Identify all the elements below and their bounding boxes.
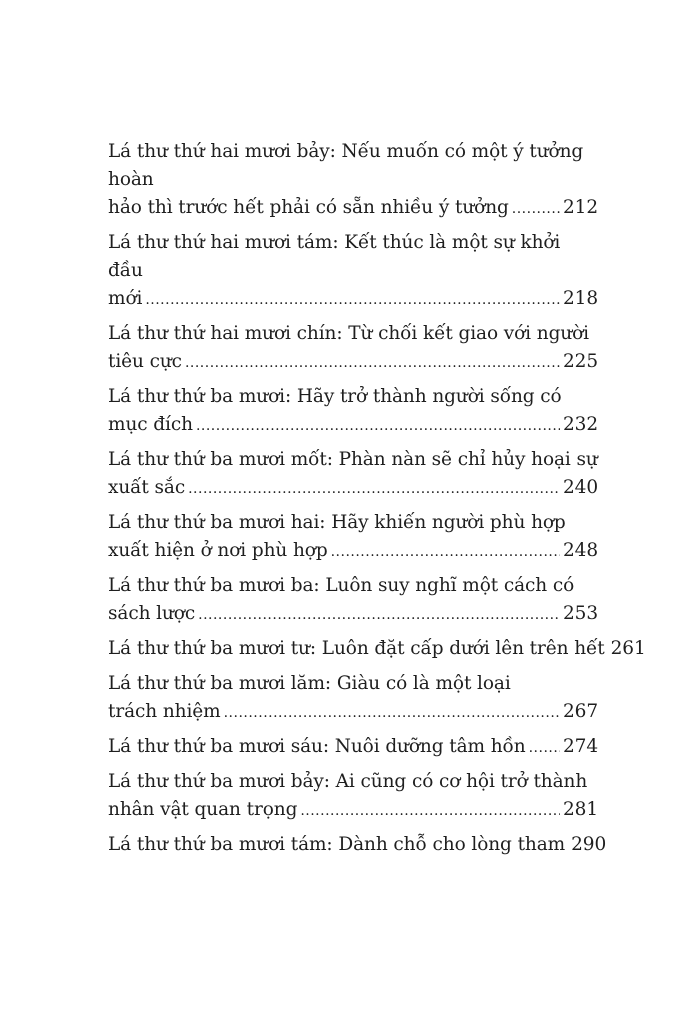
toc-page-number: 225 [562,351,598,372]
toc-entry-title: Lá thư thứ ba mươi tư: Luôn đặt cấp dưới lên trên hết [108,638,605,659]
dot-leader [224,699,560,727]
toc-entry [108,635,646,664]
toc-page-number: 261 [610,638,646,659]
toc-entry-title-line2: tiêu cực [108,351,182,372]
toc-entry-title-line2: trách nhiệm [108,701,221,722]
toc-entry-title-line1: Lá thư thứ hai mươi tám: Kết thúc là một sự khởi đầu [108,232,561,281]
dot-leader [145,286,560,314]
toc-entry [108,446,598,503]
toc-page-number: 212 [562,197,598,218]
toc-entry-title-line2: mục đích [108,414,193,435]
toc-entry-title-line2: hảo thì trước hết phải có sẵn nhiều ý tưởng [108,197,509,218]
toc-entry-title: Lá thư thứ ba mươi sáu: Nuôi dưỡng tâm hồn [108,736,526,757]
toc-entry-title-line1: Lá thư thứ hai mươi chín: Từ chối kết giao với người [108,323,589,344]
toc-page-number: 253 [562,603,598,624]
toc-page-number: 248 [562,540,598,561]
toc-entry-title: Lá thư thứ ba mươi tám: Dành chỗ cho lòng tham [108,834,566,855]
dot-leader [196,412,560,440]
toc-entry-title-line1: Lá thư thứ ba mươi mốt: Phàn nàn sẽ chỉ hủy hoại sự [108,449,598,470]
toc-entry-title-line1: Lá thư thứ ba mươi bảy: Ai cũng có cơ hội trở thành [108,771,588,792]
toc-entry-title-line1: Lá thư thứ ba mươi: Hãy trở thành người sống có [108,386,562,407]
toc-entry [108,138,598,223]
toc-entry [108,509,598,566]
toc-entry-title-line2: sách lược [108,603,196,624]
dot-leader [300,797,560,825]
toc-entry-title-line1: Lá thư thứ hai mươi bảy: Nếu muốn có một ý tưởng hoàn [108,141,584,190]
toc-page-number: 240 [562,477,598,498]
toc-page-number: 281 [562,799,598,820]
toc-entry [108,229,598,314]
dot-leader [185,349,560,377]
toc-entry-title-line2: xuất hiện ở nơi phù hợp [108,540,328,561]
toc-entry [108,320,598,377]
dot-leader [188,475,560,503]
toc-page-number: 290 [571,834,607,855]
toc-entry [108,768,598,825]
toc-entry [108,831,607,860]
toc-page-number: 218 [562,288,598,309]
toc-entry-title-line2: mới [108,288,143,309]
dot-leader [198,601,560,629]
toc-entry [108,383,598,440]
toc-entry-title-line1: Lá thư thứ ba mươi ba: Luôn suy nghĩ một cách có [108,575,575,596]
dot-leader [331,538,560,566]
dot-leader [529,734,560,762]
dot-leader [512,195,560,223]
toc-entry [108,572,598,629]
table-of-contents [108,138,646,866]
toc-entry-title-line2: nhân vật quan trọng [108,799,298,820]
toc-page-number: 274 [562,736,598,757]
toc-entry [108,670,598,727]
toc-page-number: 267 [562,701,598,722]
toc-entry [108,733,598,762]
toc-entry-title-line1: Lá thư thứ ba mươi lăm: Giàu có là một loại [108,673,511,694]
toc-page-number: 232 [562,414,598,435]
toc-entry-title-line2: xuất sắc [108,477,186,498]
toc-entry-title-line1: Lá thư thứ ba mươi hai: Hãy khiến người phù hợp [108,512,566,533]
